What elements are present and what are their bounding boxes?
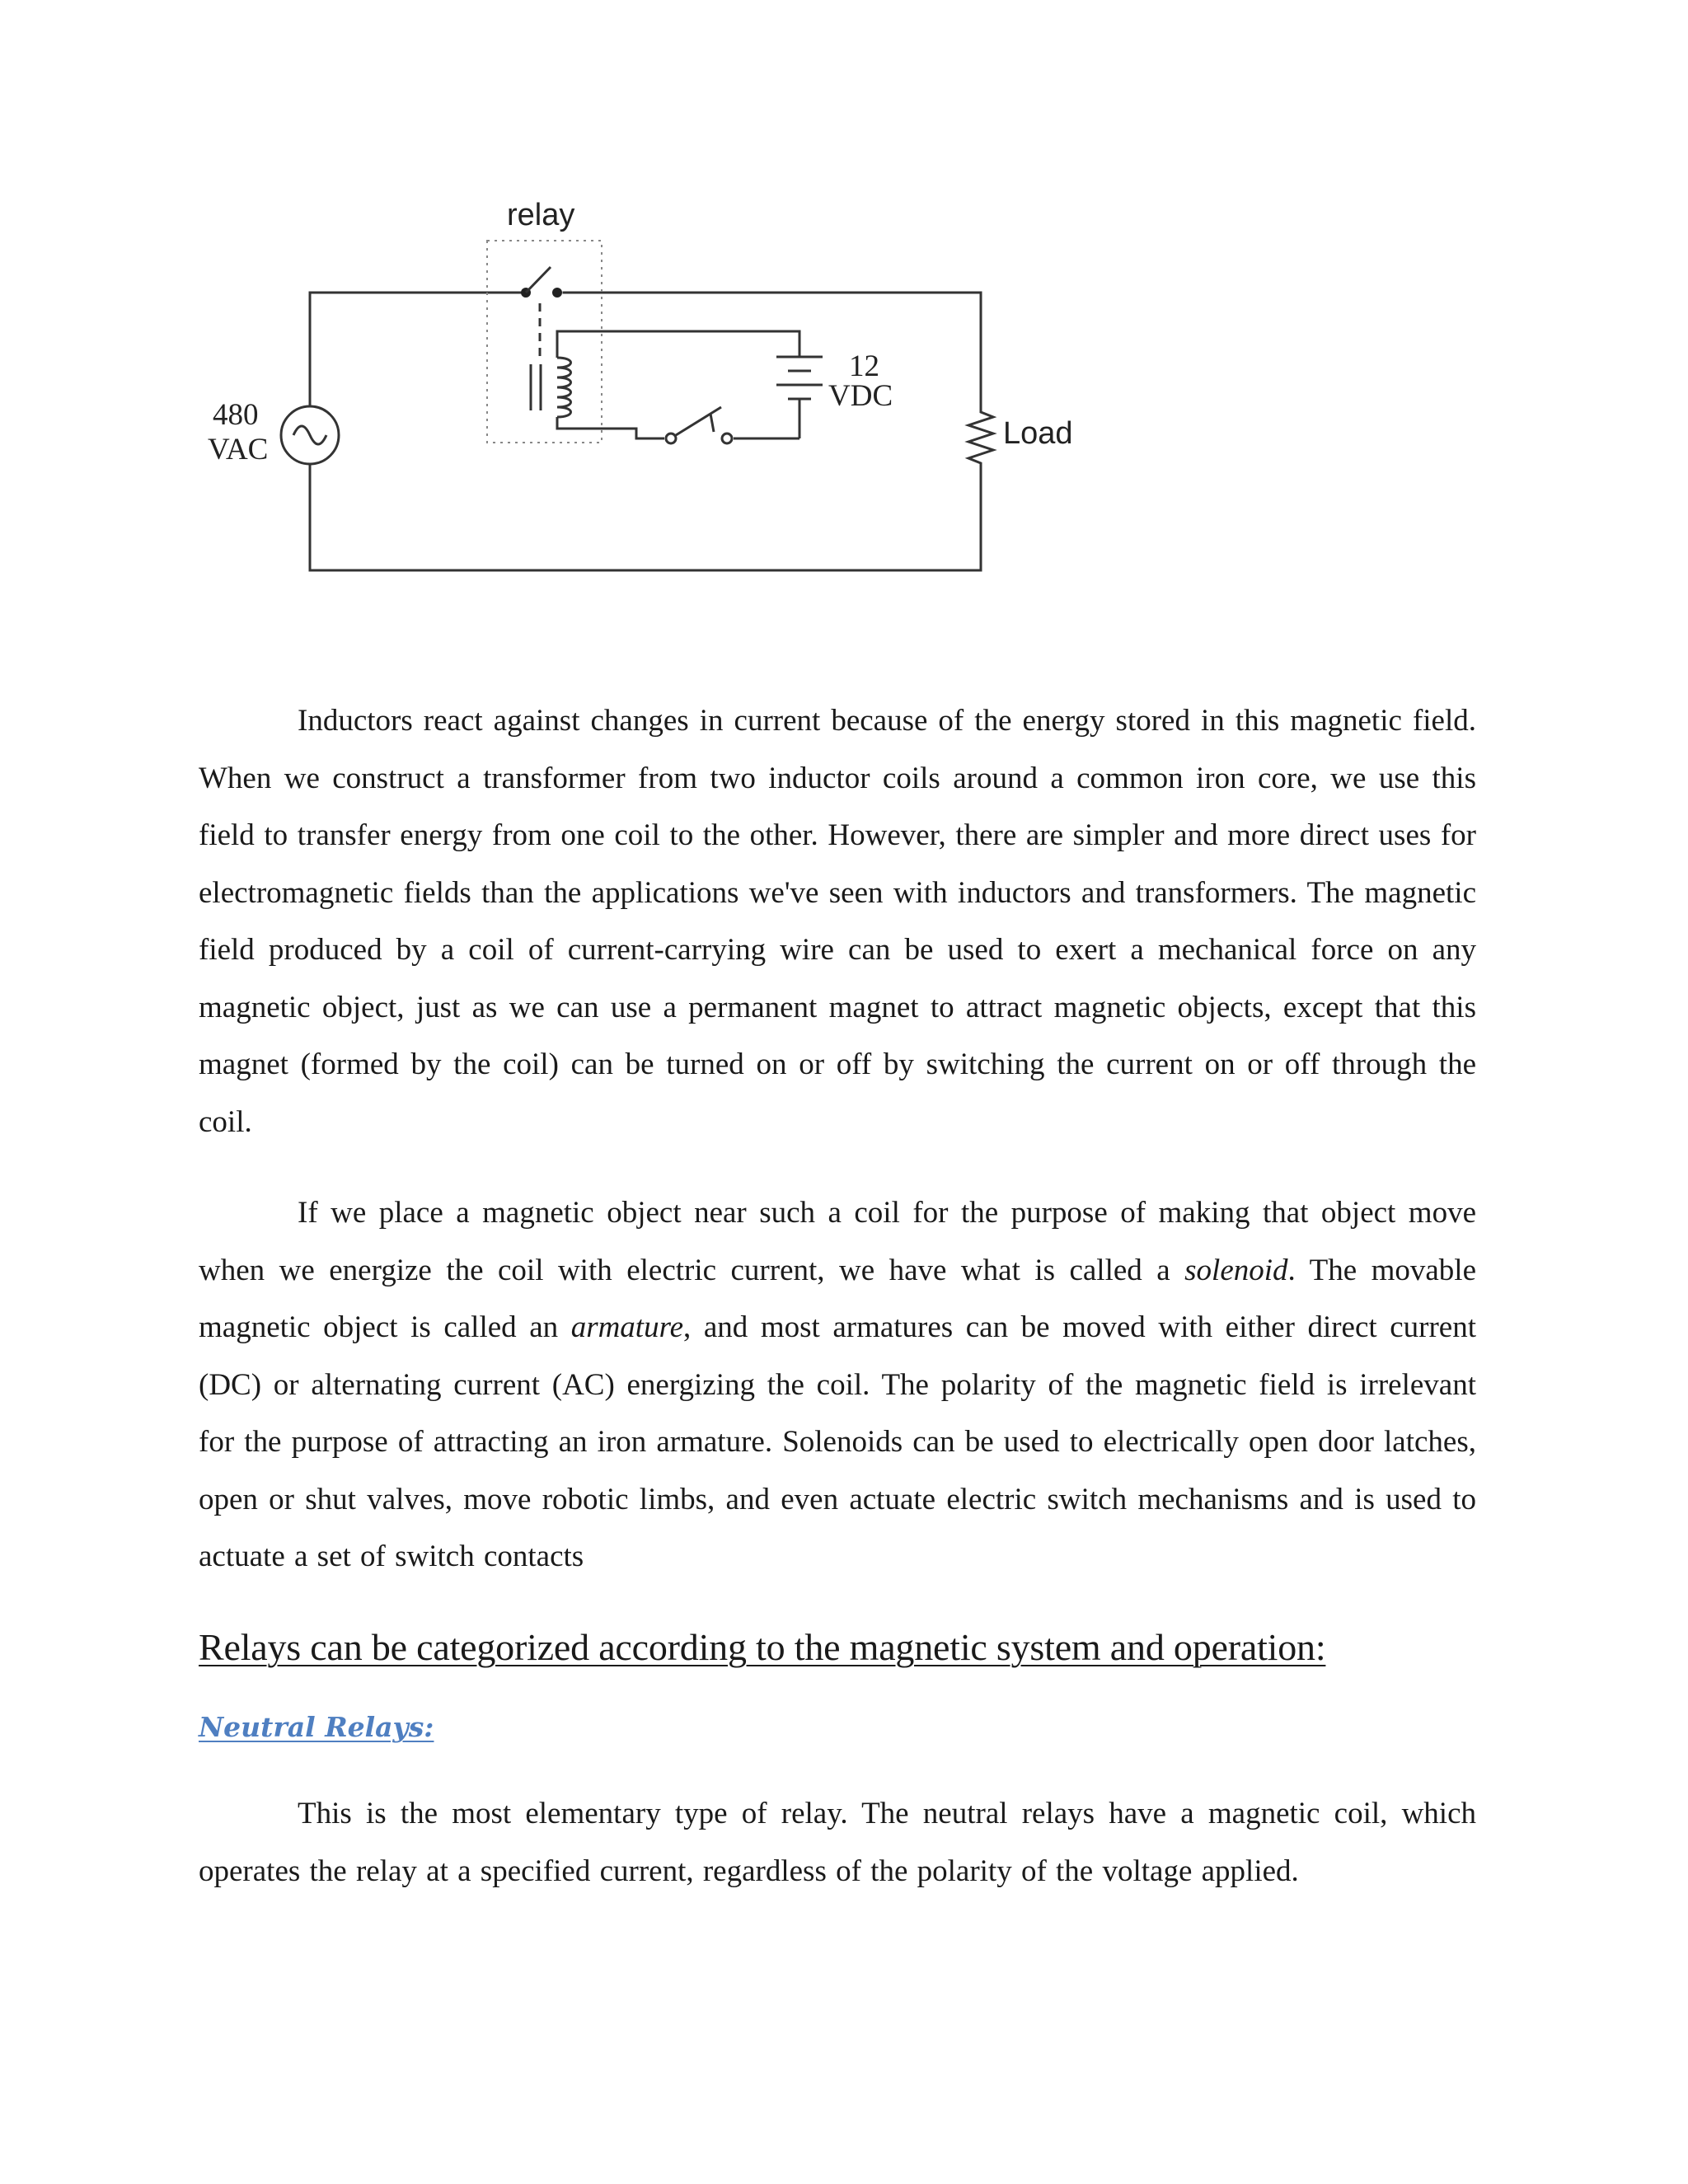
paragraph-part: . The movable magnetic object is called an [199,1253,1476,1344]
main-wire-right-lower [310,466,981,570]
subsection-heading-neutral-relays: Neutral Relays: [199,1711,434,1743]
paragraph-part: , and most armatures can be moved with either direct current (DC) or alternating current (AC) energizing the coil. The polarity of the magnetic field is irrelevant for the purpose of attracting an iron armature. Solenoids can be used to electrically open door latches, open or shut valves, move robotic limbs, and even actuate electric switch mechanisms and is used to actuate a set of switch contacts [199,1310,1476,1573]
ac-source-symbol [281,406,339,464]
term-solenoid: solenoid [1184,1253,1288,1287]
battery-voltage-label: 12 [849,349,879,383]
main-wire-top-right [564,293,981,408]
battery-type-label: VDC [828,379,893,413]
relay-enclosure [487,241,602,443]
source-type-label: VAC [208,433,269,466]
relay-coil-symbol [557,331,799,438]
term-armature: armature [570,1310,684,1344]
source-voltage-label: 480 [213,398,259,432]
control-switch-symbol [666,407,732,443]
relay-label: relay [507,198,575,232]
paragraph-neutral-relays [199,1785,1476,1900]
paragraph-solenoid [199,1184,1476,1586]
circuit-svg [190,190,1121,602]
section-heading-relay-categories: Relays can be categorized according to the magnetic system and operation: [199,1626,1326,1668]
relay-core [531,364,541,410]
paragraph-text [199,1184,1476,1586]
paragraph-text: Inductors react against changes in current because of the energy stored in this magnetic field. When we construct a transformer from two inductor coils around a common iron core, we use this field to transfer energy from one coil to the other. However, there are simpler and more direct uses for electromagnetic fields than the applications we've seen with inductors and transformers. The magnetic field produced by a coil of current-carrying wire can be used to exert a mechanical force on any magnetic object, just as we can use a permanent magnet to attract magnetic objects, except that this magnet (formed by the coil) can be turned on or off by switching the current on or off through the coil. [199,704,1476,1139]
battery-symbol [734,357,823,438]
load-resistor-symbol [968,408,993,466]
relay-circuit-diagram [190,190,1121,602]
load-label: Load [1003,416,1073,451]
paragraph-part: If we place a magnetic object near such a coil for the purpose of making that object move when we energize the coil with electric current, we have what is called a [199,1196,1476,1287]
paragraph-text: This is the most elementary type of relay. The neutral relays have a magnetic coil, which operates the relay at a specified current, regardless of the polarity of the voltage applied. [199,1797,1476,1888]
paragraph-inductors [199,692,1476,1151]
